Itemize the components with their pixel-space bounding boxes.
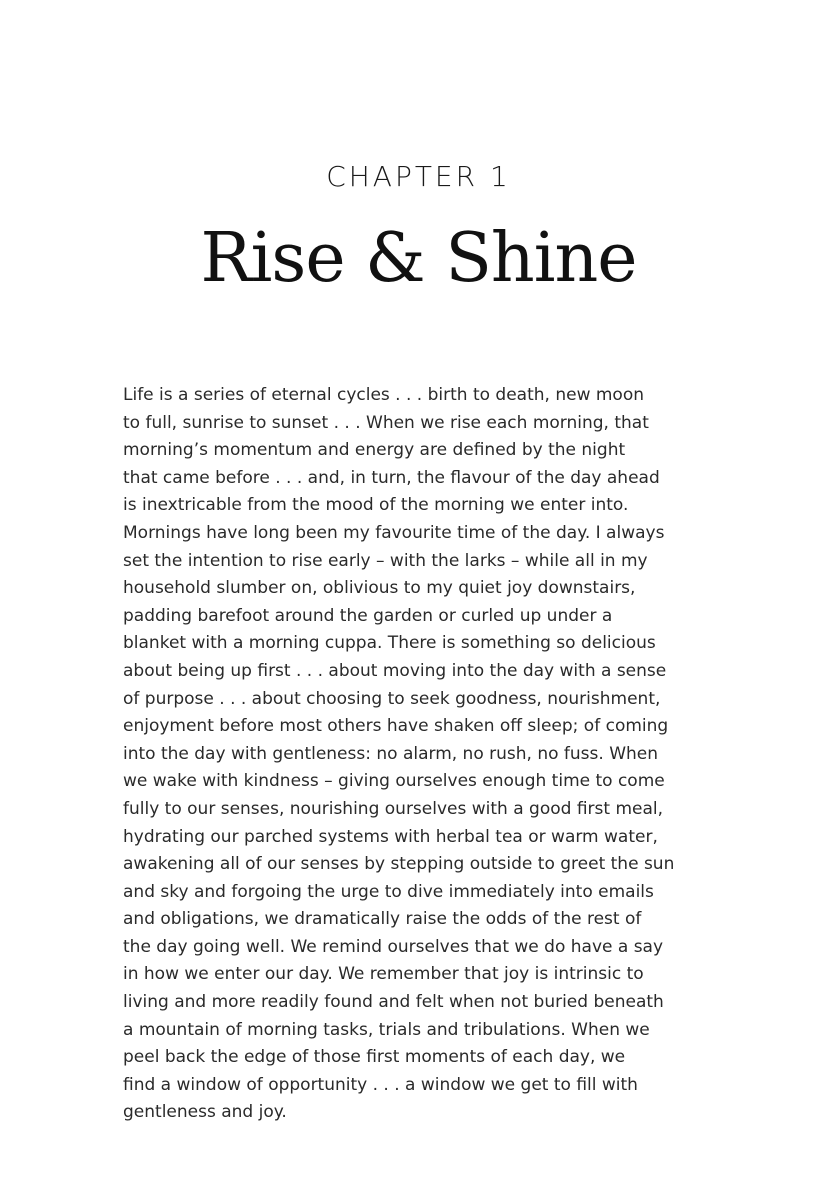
body-line: in how we enter our day. We remember that joy is intrinsic to xyxy=(123,964,644,985)
body-line: fully to our senses, nourishing ourselves with a good first meal, xyxy=(123,798,664,819)
body-line: into the day with gentleness: no alarm, no rush, no fuss. When xyxy=(123,743,659,764)
body-line: we wake with kindness – giving ourselves enough time to come xyxy=(123,771,665,792)
body-line: a mountain of morning tasks, trials and tribulations. When we xyxy=(123,1019,650,1040)
body-line: find a window of opportunity . . . a window we get to fill with xyxy=(123,1074,638,1095)
body-line: enjoyment before most others have shaken off sleep; of coming xyxy=(123,716,669,737)
body-line: set the intention to rise early – with the larks – while all in my xyxy=(123,550,648,571)
body-line: about being up first . . . about moving into the day with a sense xyxy=(123,660,667,681)
body-line: that came before . . . and, in turn, the flavour of the day ahead xyxy=(123,467,660,488)
body-line: Mornings have long been my favourite time of the day. I always xyxy=(123,522,665,543)
body-line: gentleness and joy. xyxy=(123,1102,287,1123)
body-line: to full, sunrise to sunset . . . When we rise each morning, that xyxy=(123,412,649,433)
body-line: hydrating our parched systems with herbal tea or warm water, xyxy=(123,826,658,847)
body-line: and sky and forgoing the urge to dive immediately into emails xyxy=(123,881,654,902)
chapter-body-paragraph xyxy=(123,382,693,1127)
chapter-number: CHAPTER 1 xyxy=(326,160,511,193)
body-line: of purpose . . . about choosing to seek goodness, nourishment, xyxy=(123,688,661,709)
body-line: peel back the edge of those first moments of each day, we xyxy=(123,1047,626,1068)
body-line: padding barefoot around the garden or curled up under a xyxy=(123,605,613,626)
body-line: blanket with a morning cuppa. There is something so delicious xyxy=(123,633,656,654)
body-line: morning’s momentum and energy are defined by the night xyxy=(123,440,626,461)
body-line: and obligations, we dramatically raise the odds of the rest of xyxy=(123,909,642,930)
body-line: living and more readily found and felt when not buried beneath xyxy=(123,992,664,1013)
body-line: household slumber on, oblivious to my quiet joy downstairs, xyxy=(123,578,636,599)
body-line: the day going well. We remind ourselves that we do have a say xyxy=(123,936,664,957)
body-line: awakening all of our senses by stepping outside to greet the sun xyxy=(123,854,675,875)
body-line: is inextricable from the mood of the morning we enter into. xyxy=(123,495,629,516)
chapter-title: Rise & Shine xyxy=(200,219,637,298)
body-line: Life is a series of eternal cycles . . . birth to death, new moon xyxy=(123,385,645,405)
